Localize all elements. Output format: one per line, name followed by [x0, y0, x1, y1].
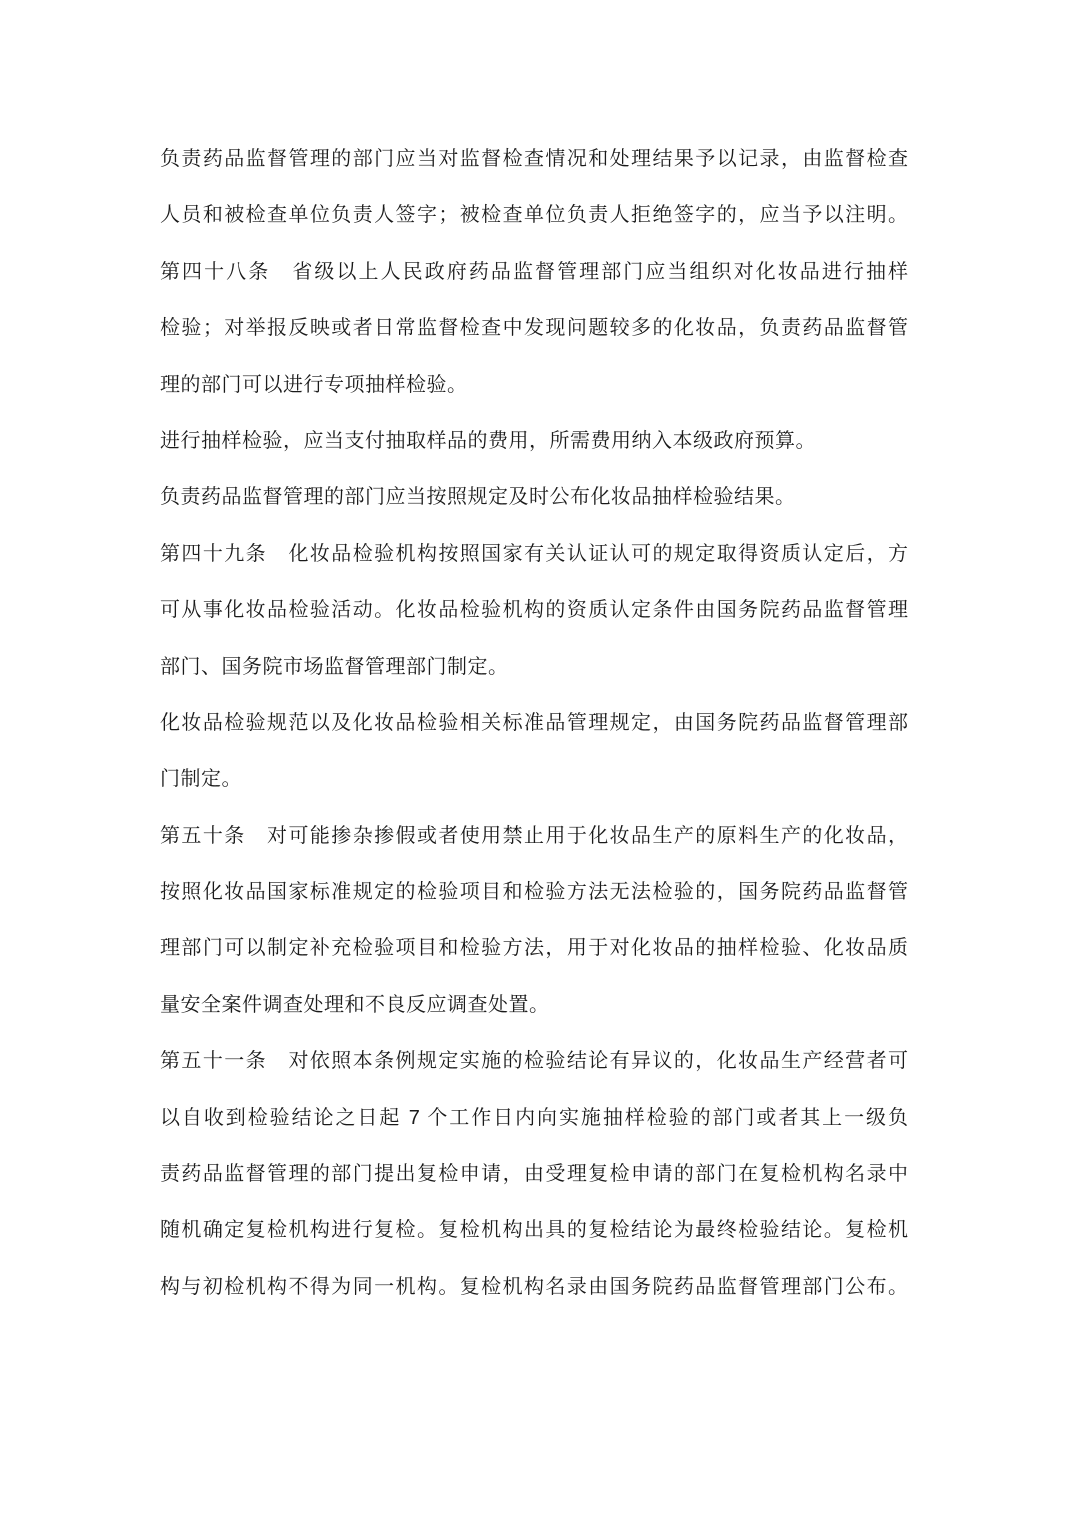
document-line: 化妆品检验规范以及化妆品检验相关标准品管理规定，由国务院药品监督管理部 [160, 711, 908, 734]
document-line: 第四十九条 化妆品检验机构按照国家有关认证认可的规定取得资质认定后，方 [160, 542, 908, 565]
document-line: 第五十一条 对依照本条例规定实施的检验结论有异议的，化妆品生产经营者可 [160, 1050, 908, 1073]
document-line: 门制定。 [160, 768, 242, 791]
document-line: 随机确定复检机构进行复检。复检机构出具的复检结论为最终检验结论。复检机 [160, 1219, 908, 1242]
document-line: 理的部门可以进行专项抽样检验。 [160, 373, 468, 396]
document-line: 按照化妆品国家标准规定的检验项目和检验方法无法检验的，国务院药品监督管 [160, 881, 908, 904]
document-line: 人员和被检查单位负责人签字；被检查单位负责人拒绝签字的，应当予以注明。 [160, 204, 908, 227]
document-line: 第四十八条 省级以上人民政府药品监督管理部门应当组织对化妆品进行抽样 [160, 260, 908, 283]
document-line: 进行抽样检验，应当支付抽取样品的费用，所需费用纳入本级政府预算。 [160, 429, 816, 452]
document-line: 第五十条 对可能掺杂掺假或者使用禁止用于化妆品生产的原料生产的化妆品， [160, 824, 908, 847]
document-line: 负责药品监督管理的部门应当对监督检查情况和处理结果予以记录，由监督检查 [160, 148, 908, 170]
document-line: 构与初检机构不得为同一机构。复检机构名录由国务院药品监督管理部门公布。 [160, 1275, 908, 1298]
document-line: 责药品监督管理的部门提出复检申请，由受理复检申请的部门在复检机构名录中 [160, 1163, 908, 1186]
document-line: 理部门可以制定补充检验项目和检验方法，用于对化妆品的抽样检验、化妆品质 [160, 937, 908, 960]
document-line: 以自收到检验结论之日起 7 个工作日内向实施抽样检验的部门或者其上一级负 [160, 1106, 908, 1129]
document-line: 检验；对举报反映或者日常监督检查中发现问题较多的化妆品，负责药品监督管 [160, 317, 908, 340]
document-text-block [160, 131, 908, 1315]
document-line: 可从事化妆品检验活动。化妆品检验机构的资质认定条件由国务院药品监督管理 [160, 599, 908, 622]
document-line: 量安全案件调查处理和不良反应调查处置。 [160, 993, 550, 1016]
document-line: 部门、国务院市场监督管理部门制定。 [160, 655, 509, 678]
document-line: 负责药品监督管理的部门应当按照规定及时公布化妆品抽样检验结果。 [160, 486, 796, 509]
